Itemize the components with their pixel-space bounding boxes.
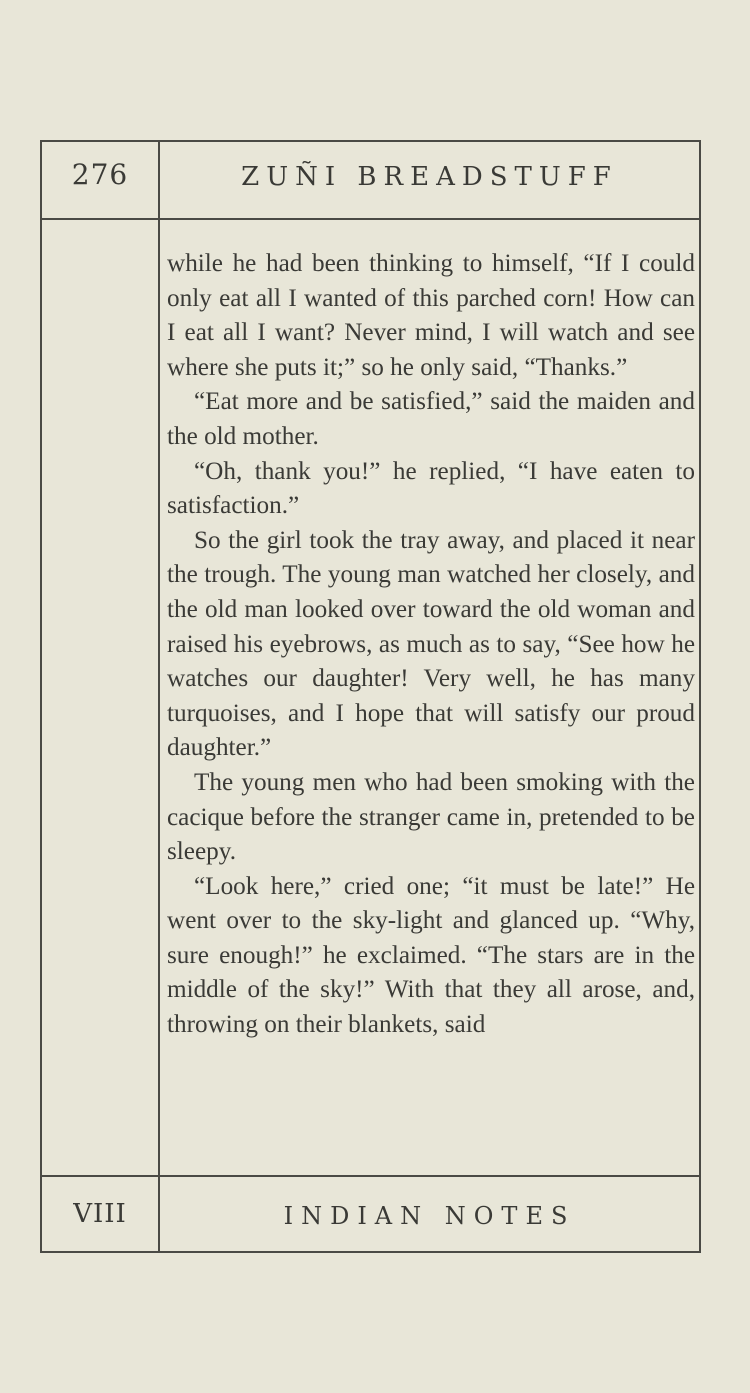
page-number: 276 bbox=[71, 158, 129, 191]
paragraph: “Eat more and be satisfied,” said the maiden and the old mother. bbox=[167, 388, 695, 450]
paragraph: while he had been thinking to himself, “If I could only eat all I wanted of this parched corn! How can I eat all I want? Never mind, I will watch and see where she puts it;” so he only said, “Thanks.” bbox=[167, 250, 695, 381]
body-text bbox=[167, 247, 695, 1043]
header-rule bbox=[42, 218, 699, 220]
series-title: INDIAN NOTES bbox=[283, 1202, 576, 1230]
paragraph: The young men who had been smoking with the cacique before the stranger came in, pretended to be sleepy. bbox=[167, 768, 695, 866]
paragraph: “Look here,” cried one; “it must be late!” He went over to the sky-light and glanced up. “Why, sure enough!” he exclaimed. “The stars are in the middle of the sky!” With that they all arose, and, throwing on their blankets, said bbox=[167, 872, 695, 1039]
running-title: ZUÑI BREADSTUFF bbox=[241, 162, 618, 192]
footer-rule bbox=[42, 1175, 699, 1177]
paragraph: “Oh, thank you!” he replied, “I have eaten to satisfaction.” bbox=[167, 457, 695, 520]
margin-column-rule bbox=[158, 142, 160, 1251]
page-frame bbox=[40, 140, 701, 1253]
paragraph: So the girl took the tray away, and placed it near the trough. The young man watched her closely, and the old man looked over toward the old woman and raised his eyebrows, as much as to say, “See how he watches our daughter! Very well, he has many turquoises, and I hope that will satisfy our proud daughter.” bbox=[167, 526, 695, 762]
volume-number: VIII bbox=[73, 1199, 127, 1229]
